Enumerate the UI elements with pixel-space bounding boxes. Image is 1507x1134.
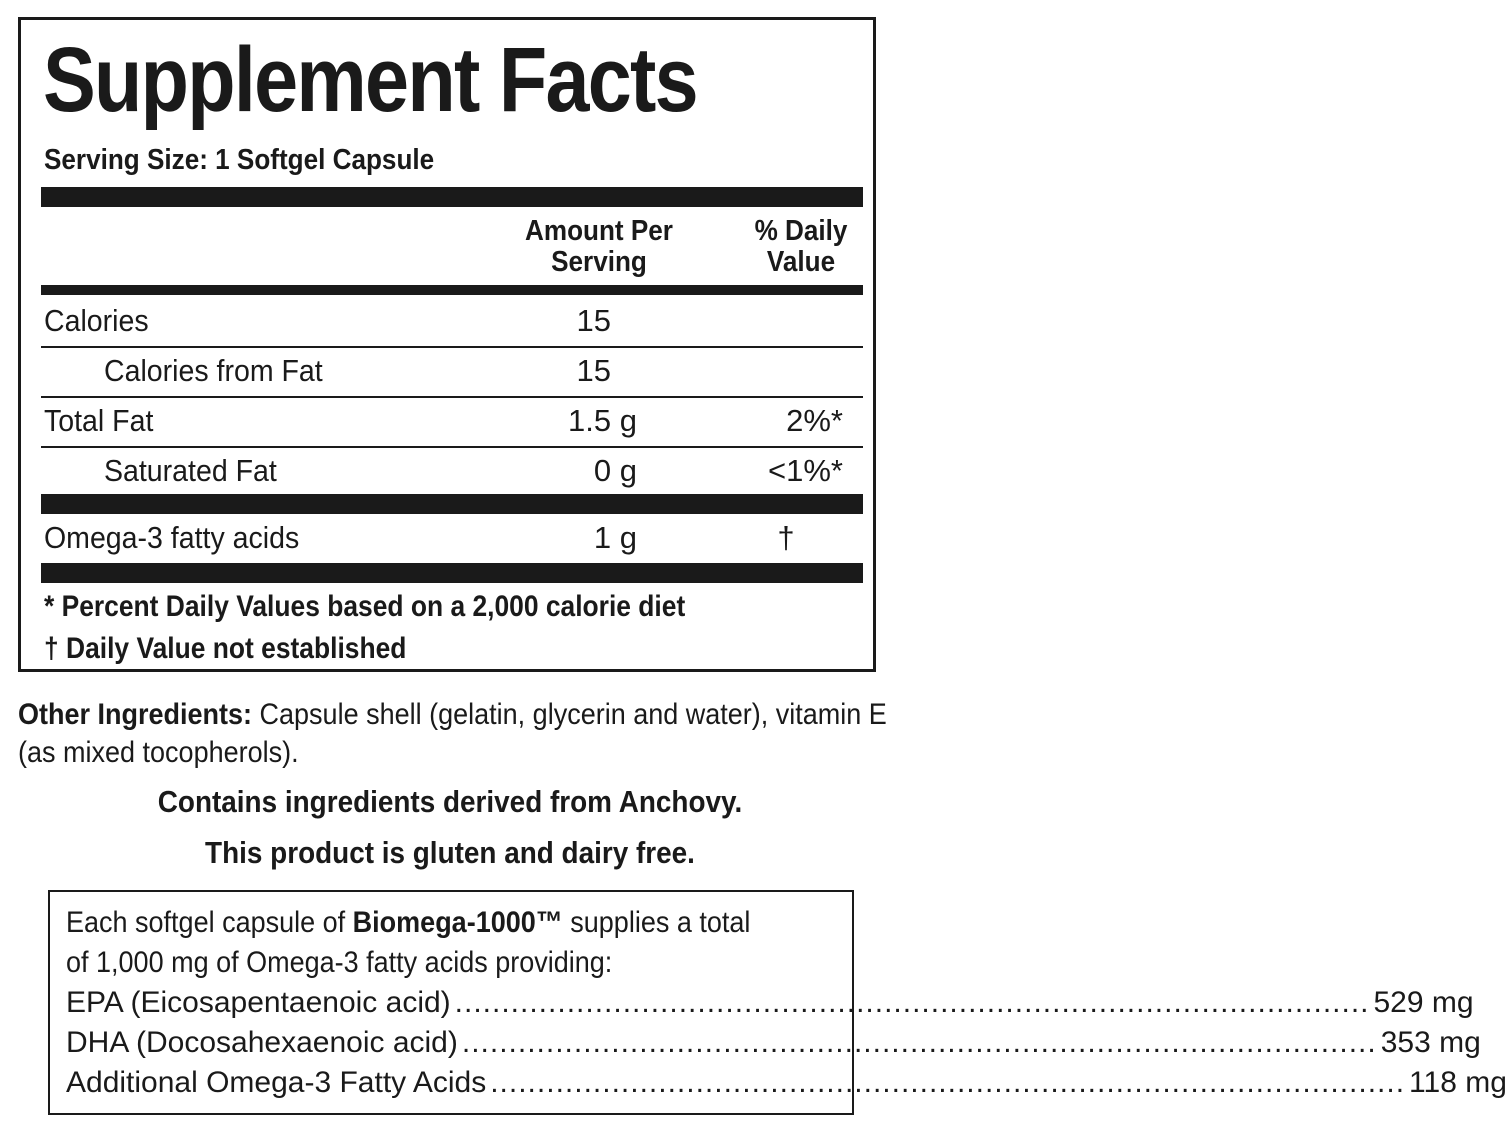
other-ingredients-text: Capsule shell (gelatin, glycerin and water), vitamin E (as mixed tocopherols).	[18, 698, 887, 769]
row-total-fat-amount: 1.5 g	[568, 403, 637, 438]
omega3-breakdown-box	[48, 890, 1507, 1115]
brand-name: Biomega-1000™	[352, 906, 563, 939]
row-divider	[41, 346, 863, 348]
row-omega3-dv: †	[777, 520, 795, 555]
amount-per-serving-header: Amount Per Serving	[525, 215, 673, 278]
daily-value-header: % Daily Value	[754, 215, 848, 278]
other-ingredients	[18, 696, 896, 772]
row-divider	[41, 446, 863, 448]
row-saturated-fat-dv: <1%*	[768, 453, 843, 488]
additional-omega3-label: Additional Omega-3 Fatty Acids	[66, 1066, 487, 1099]
row-omega3-name: Omega-3 fatty acids	[44, 520, 300, 555]
dha-label: DHA (Docosahexaenoic acid)	[66, 1026, 458, 1059]
row-saturated-fat-amount: 0 g	[593, 453, 637, 488]
epa-line	[66, 986, 1474, 1019]
medium-divider	[41, 285, 863, 295]
row-calories-from-fat-amount: 15	[576, 353, 611, 388]
allergen-statement: Contains ingredients derived from Anchovy.	[157, 784, 743, 819]
row-calories-from-fat-name: Calories from Fat	[104, 353, 323, 388]
epa-amount: 529 mg	[1373, 986, 1474, 1019]
epa-label: EPA (Eicosapentaenoic acid)	[66, 986, 451, 1019]
serving-size: Serving Size: 1 Softgel Capsule	[44, 144, 435, 176]
additional-omega3-amount: 118 mg	[1409, 1066, 1507, 1099]
footnote-percent-dv: * Percent Daily Values based on a 2,000 calorie diet	[44, 590, 686, 623]
thick-divider	[41, 563, 863, 583]
box-intro-line1: Each softgel capsule of Biomega-1000™ supplies a total	[66, 906, 751, 939]
row-calories-name: Calories	[44, 303, 149, 338]
row-saturated-fat-name: Saturated Fat	[104, 453, 277, 488]
row-calories-amount: 15	[576, 303, 611, 338]
row-divider	[41, 396, 863, 398]
gluten-dairy-statement: This product is gluten and dairy free.	[205, 835, 695, 870]
thick-divider	[41, 187, 863, 207]
dot-leader: ..................................................................................................	[461, 1026, 1377, 1059]
other-ingredients-label: Other Ingredients:	[18, 698, 253, 731]
dha-amount: 353 mg	[1380, 1026, 1481, 1059]
dha-line	[66, 1026, 1481, 1059]
panel-title: Supplement Facts	[43, 29, 697, 131]
dot-leader: ..................................................................................................	[454, 986, 1370, 1019]
row-total-fat-dv: 2%*	[786, 403, 843, 438]
supplement-facts-panel	[18, 17, 876, 672]
box-intro-line2: of 1,000 mg of Omega-3 fatty acids providing:	[66, 946, 613, 979]
additional-omega3-line	[66, 1066, 1507, 1099]
footnote-dv-not-established: † Daily Value not established	[44, 632, 407, 665]
row-total-fat-name: Total Fat	[44, 403, 154, 438]
medium-divider	[41, 494, 863, 514]
dot-leader: ..................................................................................................	[490, 1066, 1406, 1099]
row-omega3-amount: 1 g	[593, 520, 637, 555]
